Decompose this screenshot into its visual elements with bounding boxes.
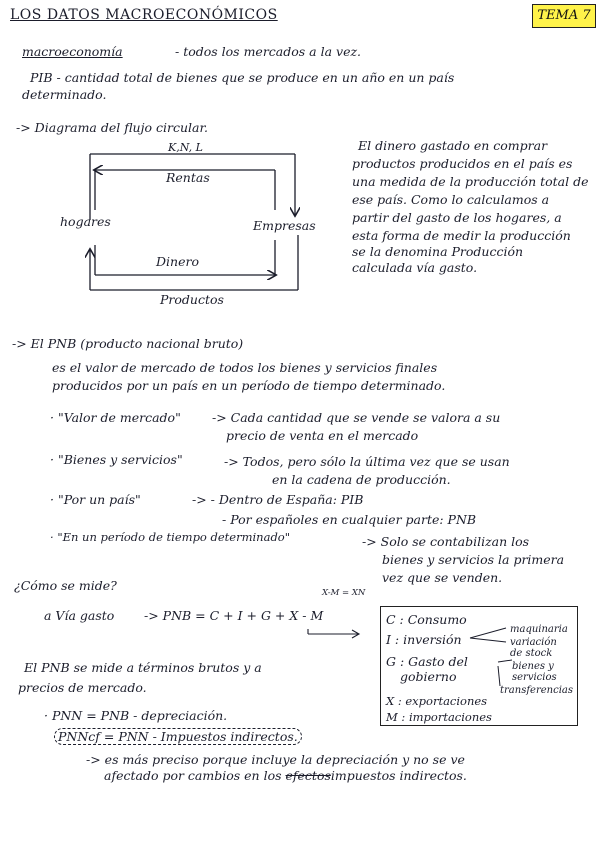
diagram-label-productos: Productos [160, 292, 224, 307]
legend-gasto: G : Gasto del [386, 654, 468, 669]
legend-importaciones: M : importaciones [386, 710, 492, 724]
bullet-line: -> Solo se contabilizan los [362, 534, 530, 549]
legend-gasto-sub: transferencias [500, 685, 573, 696]
legend-exportaciones: X : exportaciones [386, 694, 488, 708]
bullet-term-periodo: · "En un período de tiempo determinado" [50, 530, 291, 544]
legend-gasto-sub: bienes y servicios [512, 661, 557, 683]
diagram-label-hogares: hogares [60, 214, 111, 229]
diagram-heading: -> Diagrama del flujo circular. [16, 120, 209, 135]
pnn-formula: · PNN = PNB - depreciación. [44, 708, 228, 723]
pnb-heading: -> El PNB (producto nacional bruto) [12, 336, 244, 351]
macro-term: macroeconomía [22, 44, 123, 59]
bullet-line: precio de venta en el mercado [226, 428, 419, 443]
bullet-term: "En un período de tiempo determinado" [57, 530, 291, 544]
diagram-label-factors: K,N, L [168, 141, 203, 154]
bullet-line: -> Todos, pero sólo la última vez que se usan [224, 454, 510, 469]
final-note-struck: efectos [285, 768, 331, 783]
legend-inversion: I : inversión [386, 632, 462, 647]
pnb-formula: -> PNB = C + I + G + X - M [144, 608, 324, 623]
page-title: LOS DATOS MACROECONÓMICOS [10, 7, 278, 23]
side-text-line: esta forma de medir la producción [352, 228, 571, 243]
xn-arrow-icon [306, 628, 364, 640]
bullet-term: "Por un país" [57, 492, 141, 507]
bullet-term-valor: · "Valor de mercado" [50, 410, 181, 425]
pnncf-formula: PNNcf = PNN - Impuestos indirectos. [54, 728, 302, 745]
bullet-term: "Valor de mercado" [57, 410, 181, 425]
bullet-line: bienes y servicios la primera [382, 552, 565, 567]
via-gasto: a Vía gasto [44, 608, 115, 623]
pnb-definition-line1: es el valor de mercado de todos los bienes y servicios finales [52, 360, 438, 375]
bullet-term-pais: · "Por un país" [50, 492, 141, 507]
side-text-line: El dinero gastado en comprar [358, 138, 548, 153]
pnb-definition-line2: producidos por un país en un período de tiempo determinado. [52, 378, 446, 393]
legend-inversion-sub: variación de stock [510, 637, 557, 659]
bullet-line: en la cadena de producción. [272, 472, 451, 487]
diagram-label-rentas: Rentas [166, 170, 210, 185]
pib-definition-line2: determinado. [22, 87, 107, 102]
bullet-line: -> Cada cantidad que se vende se valora a su [212, 410, 501, 425]
topic-tag: TEMA 7 [532, 4, 596, 28]
measure-question: ¿Cómo se mide? [14, 578, 117, 593]
legend-arrows-icon [468, 622, 514, 692]
final-note-line2 [104, 768, 467, 783]
macro-definition: - todos los mercados a la vez. [175, 44, 362, 59]
side-text-line: una medida de la producción total de [352, 174, 589, 189]
legend-gasto-2: gobierno [400, 669, 457, 684]
bullet-line: - Por españoles en cualquier parte: PNB [222, 512, 477, 527]
bullet-line: -> - Dentro de España: PIB [192, 492, 364, 507]
xn-label: X-M = XN [322, 588, 366, 598]
final-line1: El PNB se mide a términos brutos y a [24, 660, 262, 675]
side-text-line: ese país. Como lo calculamos a [352, 192, 550, 207]
side-text-line: productos producidos en el país es [352, 156, 573, 171]
final-note-line1: -> es más preciso porque incluye la depreciación y no se ve [86, 752, 465, 767]
diagram-label-empresas: Empresas [253, 218, 316, 233]
final-line2: precios de mercado. [18, 680, 147, 695]
bullet-term-bienes: · "Bienes y servicios" [50, 452, 183, 467]
legend-consumo: C : Consumo [386, 612, 467, 627]
side-text-line: calculada vía gasto. [352, 260, 478, 275]
bullet-term: "Bienes y servicios" [57, 452, 183, 467]
legend-inversion-sub: maquinaria [510, 624, 568, 635]
side-text-line: partir del gasto de los hogares, a [352, 210, 562, 225]
final-note-part: afectado por cambios en los [104, 768, 282, 783]
side-text-line: se la denomina Producción [352, 244, 524, 259]
diagram-label-dinero: Dinero [156, 254, 199, 269]
bullet-line: vez que se venden. [382, 570, 503, 585]
final-note-part: impuestos indirectos. [330, 768, 467, 783]
pib-definition-line1: PIB - cantidad total de bienes que se produce en un año en un país [30, 70, 455, 85]
